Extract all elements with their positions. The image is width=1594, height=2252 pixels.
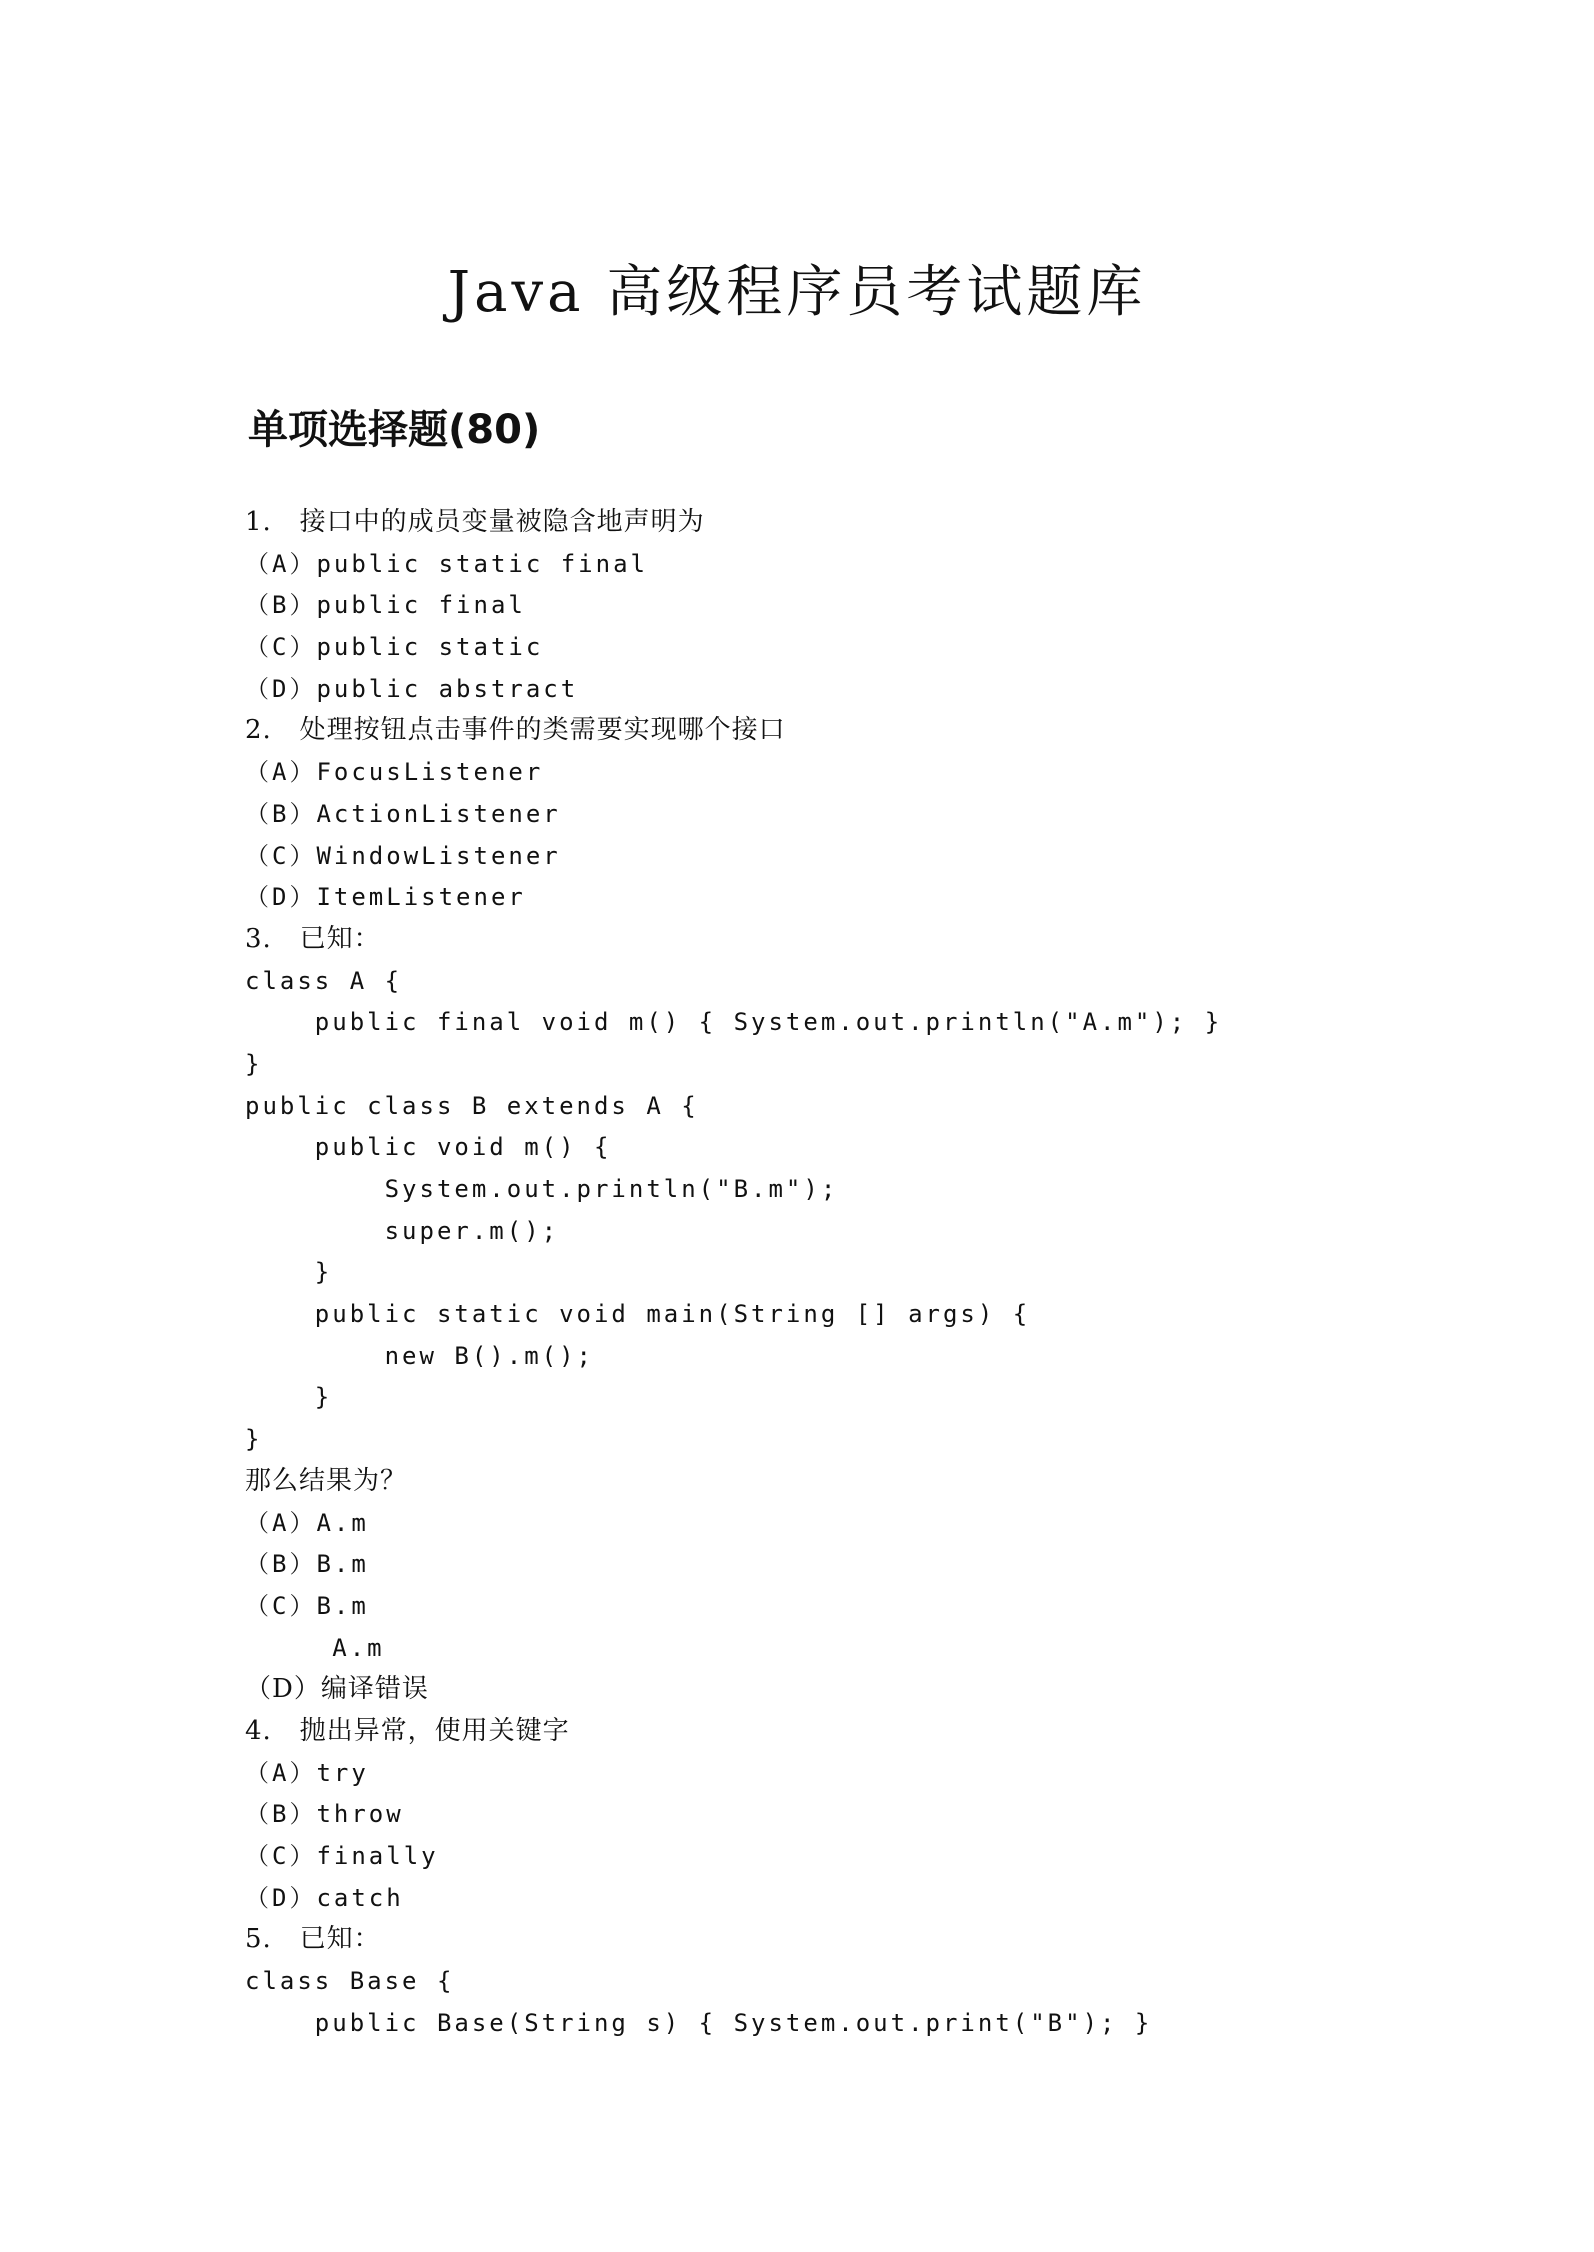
answer-option: （B）B.m <box>245 1550 369 1579</box>
code-line: public final void m() { System.out.println("A.m"); } <box>245 1008 1223 1037</box>
answer-option: （B）throw <box>245 1800 404 1829</box>
code-line: } <box>245 1049 263 1078</box>
document-title: Java 高级程序员考试题库 <box>447 260 1147 325</box>
question-list <box>245 502 1445 2044</box>
question-text: 那么结果为？ <box>245 1465 408 1496</box>
answer-option: （D）public abstract <box>245 674 579 703</box>
answer-option: （A）public static final <box>245 549 648 578</box>
answer-option: （C）B.m <box>245 1591 369 1620</box>
code-line: public class B extends A { <box>245 1091 699 1120</box>
question-text: 5. 已知： <box>245 1924 381 1955</box>
answer-option: （D）编译错误 <box>245 1674 429 1705</box>
answer-option: （A）FocusListener <box>245 758 544 787</box>
answer-option: （C）finally <box>245 1842 439 1870</box>
code-line: public Base(String s) { System.out.print("B"); } <box>245 2008 1153 2037</box>
code-line: } <box>245 1383 333 1412</box>
code-line: } <box>245 1425 263 1454</box>
answer-option: A.m <box>245 1633 385 1662</box>
answer-option: （C）public static <box>245 633 544 662</box>
answer-option: （D）catch <box>245 1883 404 1912</box>
answer-option: （C）WindowListener <box>245 841 561 870</box>
answer-option: （B）ActionListener <box>245 799 561 828</box>
code-line: System.out.println("B.m"); <box>245 1175 839 1203</box>
code-line: } <box>245 1258 333 1287</box>
code-line: class A { <box>245 966 403 995</box>
answer-option: （A）A.m <box>245 1508 369 1537</box>
question-text: 4. 抛出异常，使用关键字 <box>245 1715 570 1746</box>
section-heading: 单项选择题(80) <box>248 407 541 453</box>
code-line: new B().m(); <box>245 1341 594 1370</box>
code-line: class Base { <box>245 1967 455 1996</box>
code-line: public static void main(String [] args) { <box>245 1300 1031 1329</box>
answer-option: （B）public final <box>245 591 526 620</box>
answer-option: （D）ItemListener <box>245 883 526 912</box>
question-text: 1. 接口中的成员变量被隐含地声明为 <box>245 507 705 537</box>
question-text: 3. 已知： <box>245 923 381 954</box>
code-line: super.m(); <box>245 1216 560 1245</box>
question-text: 2. 处理按钮点击事件的类需要实现哪个接口 <box>245 715 786 746</box>
code-line: public void m() { <box>245 1133 612 1162</box>
answer-option: （A）try <box>245 1758 369 1787</box>
